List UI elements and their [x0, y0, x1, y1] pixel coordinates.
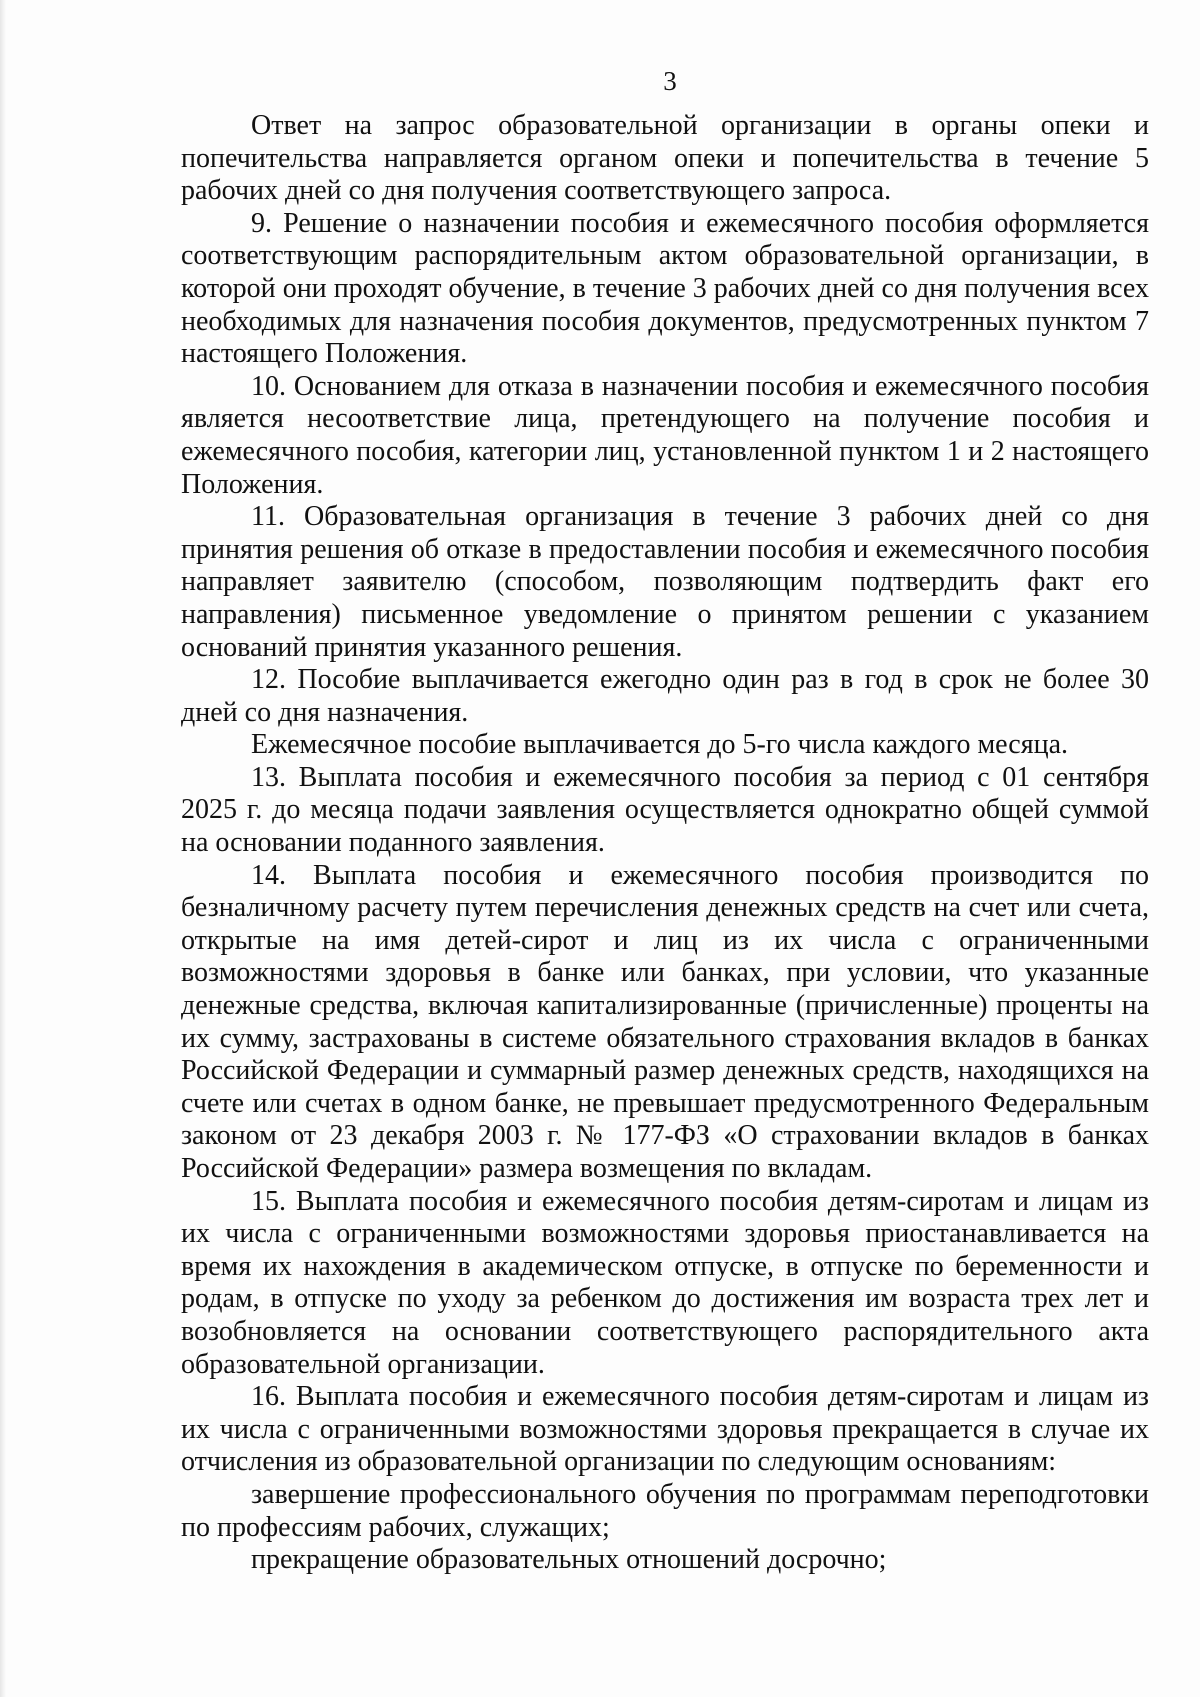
paragraph-13: 13. Выплата пособия и ежемесячного пособия за период с 01 сентября 2025 г. до месяца подачи заявления осуществляется однократно общей суммой на основании поданного заявления. [181, 761, 1149, 859]
paragraph-16: 16. Выплата пособия и ежемесячного пособия детям-сиротам и лицам из их числа с ограниченными возможностями здоровья прекращается в случае их отчисления из образовательной организации по следующим основаниям: [181, 1381, 1149, 1478]
paragraph-9: 9. Решение о назначении пособия и ежемесячного пособия оформляется соответствующим распорядительным актом образовательной организации, в которой они проходят обучение, в течение 3 рабочих дней со дня получения всех необходимых для назначения пособия документов, предусмотренных пунктом 7 настоящего Положения. [181, 207, 1149, 370]
paragraph-11: 11. Образовательная организация в течение 3 рабочих дней со дня принятия решения об отказе в предоставлении пособия и ежемесячного пособия направляет заявителю (способом, позволяющим подтвердить факт его направления) письменное уведомление о принятом решении с указанием оснований принятия указанного решения. [181, 501, 1149, 663]
paragraph-12: 12. Пособие выплачивается ежегодно один раз в год в срок не более 30 дней со дня назначения. [181, 664, 1149, 728]
scan-edge [0, 0, 6, 1697]
document-body [181, 110, 1149, 1577]
page-number: 3 [663, 66, 677, 96]
list-item-completion: завершение профессионального обучения по программам переподготовки по профессиям рабочих, служащих; [181, 1478, 1149, 1543]
paragraph-monthly-payment: Ежемесячное пособие выплачивается до 5-го числа каждого месяца. [251, 729, 1069, 761]
list-item-early-termination: прекращение образовательных отношений досрочно; [251, 1544, 887, 1576]
paragraph-14: 14. Выплата пособия и ежемесячного пособия производится по безналичному расчету путем перечисления денежных средств на счет или счета, открытые на имя детей-сирот и лиц из их числа с ограниченными возможностями здоровья в банке или банках, при условии, что указанные денежные средства, включая капитализированные (причисленные) проценты на их сумму, застрахованы в системе обязательного страхования вкладов в банках Российской Федерации и суммарный размер денежных средств, находящихся на счете или счетах в одном банке, не превышает предусмотренного Федеральным законом от 23 декабря 2003 г. № 177-ФЗ «О страховании вкладов в банках Российской Федерации» размера возмещения по вкладам. [181, 859, 1149, 1184]
paragraph-15: 15. Выплата пособия и ежемесячного пособия детям-сиротам и лицам из их числа с ограниченными возможностями здоровья приостанавливается на время их нахождения в академическом отпуске, в отпуске по беременности и родам, в отпуске по уходу за ребенком до достижения им возраста трех лет и возобновляется на основании соответствующего распорядительного акта образовательной организации. [181, 1185, 1149, 1380]
paragraph-10: 10. Основанием для отказа в назначении пособия и ежемесячного пособия является несоответствие лица, претендующего на получение пособия и ежемесячного пособия, категории лиц, установленной пунктом 1 и 2 настоящего Положения. [181, 370, 1149, 500]
paragraph-guardianship-response: Ответ на запрос образовательной организации в органы опеки и попечительства направляется органом опеки и попечительства в течение 5 рабочих дней со дня получения соответствующего запроса. [181, 110, 1149, 207]
